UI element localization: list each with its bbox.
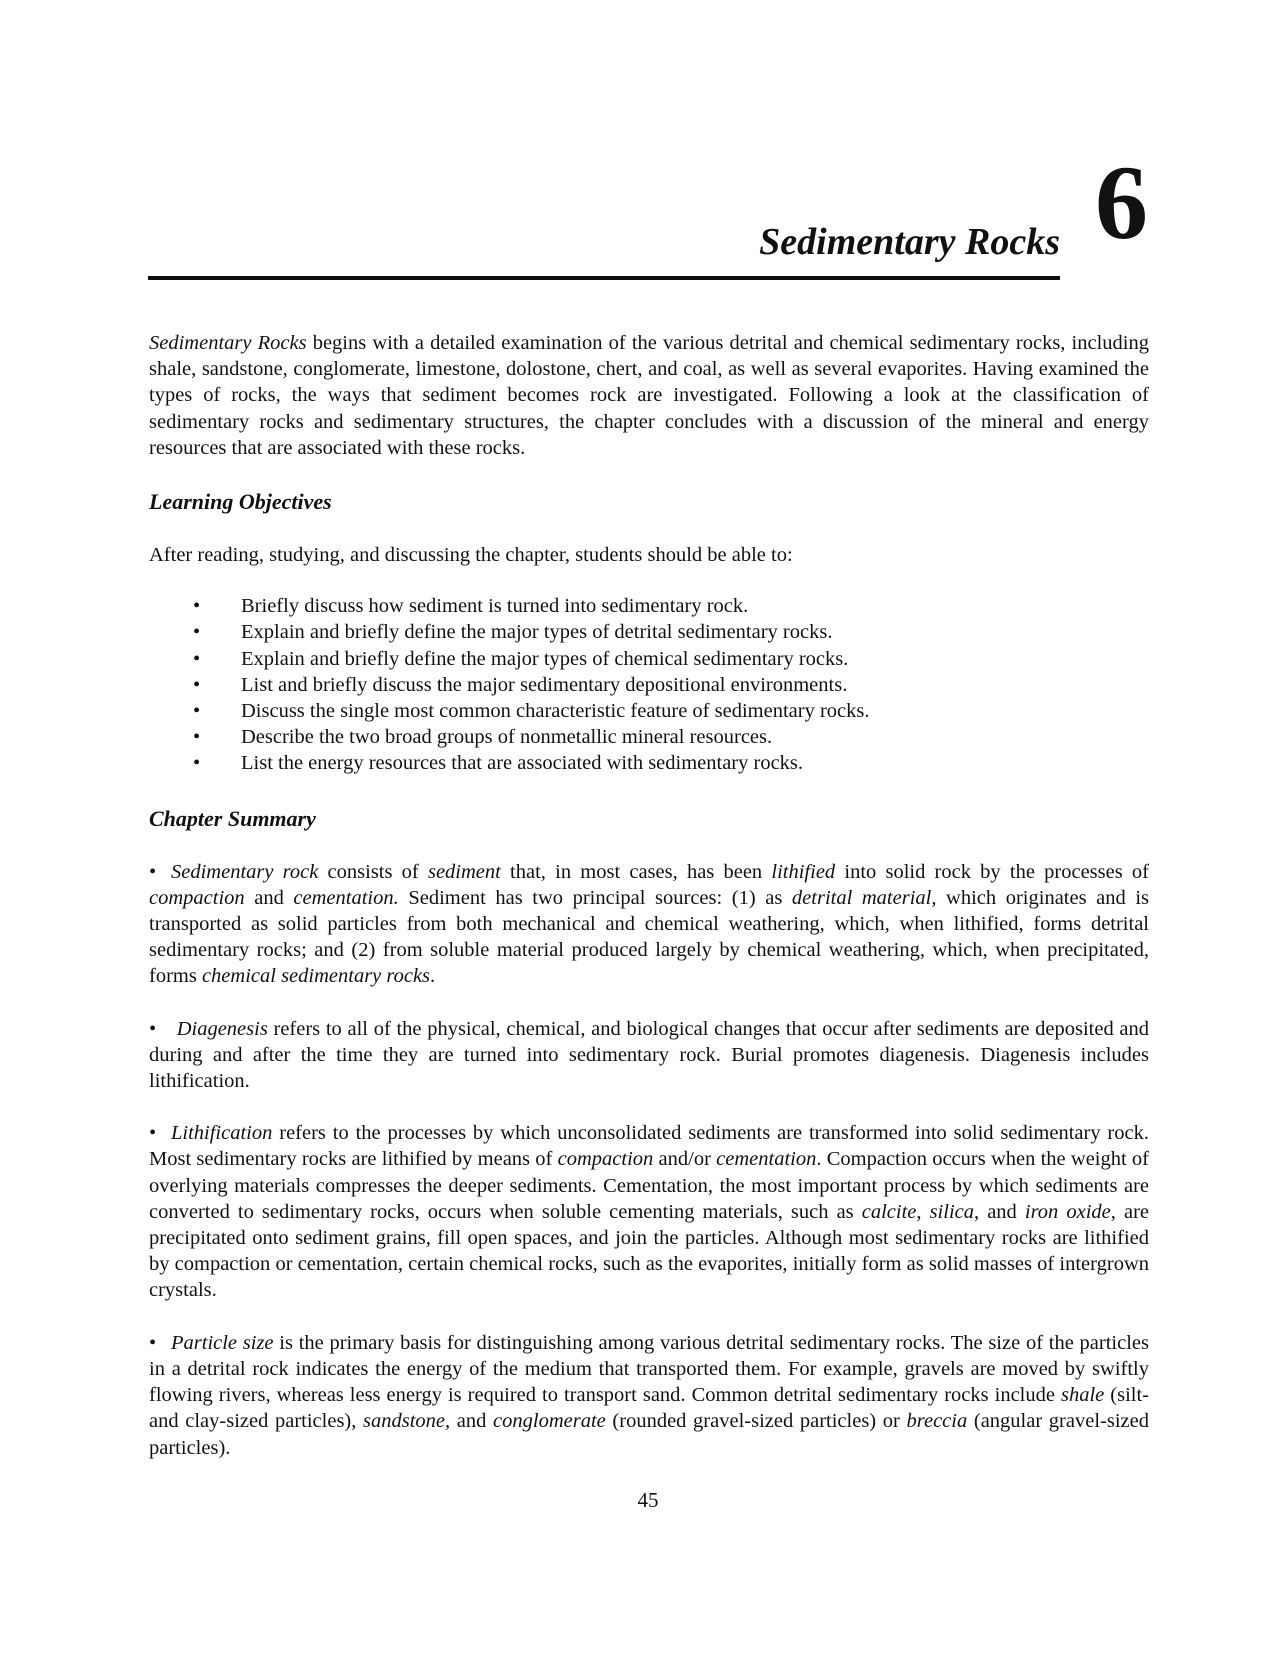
title-rule — [148, 276, 1060, 280]
bullet-marker: • — [149, 1331, 157, 1354]
list-item: • Explain and briefly define the major types of detrital sedimentary rocks. — [193, 619, 1149, 645]
bullet-marker: • — [149, 1017, 157, 1040]
chapter-summary-heading: Chapter Summary — [149, 805, 316, 831]
intro-title-ref: Sedimentary Rocks — [149, 332, 307, 354]
chapter-header — [148, 144, 1148, 280]
summary-paragraph-sedimentary-rock — [149, 859, 1149, 990]
summary-paragraph-lithification — [149, 1120, 1149, 1303]
term: conglomerate — [493, 1410, 606, 1433]
term: shale — [1060, 1384, 1105, 1407]
term: compaction — [557, 1148, 654, 1171]
term: detrital material — [791, 886, 932, 909]
text: , and — [974, 1200, 1025, 1223]
text: Sediment has two principal sources: (1) as — [398, 886, 792, 909]
list-item: • Discuss the single most common characteristic feature of sedimentary rocks. — [193, 698, 1149, 724]
text: and — [244, 886, 294, 909]
term: lithified — [771, 860, 836, 883]
text: . — [430, 965, 436, 988]
summary-paragraph-diagenesis — [149, 1016, 1149, 1095]
text: (rounded gravel-sized particles) or — [605, 1410, 907, 1433]
term: Particle size — [171, 1331, 274, 1354]
text: , — [916, 1200, 930, 1223]
summary-paragraph-particle-size — [149, 1330, 1149, 1461]
list-item: • List the energy resources that are associated with sedimentary rocks. — [193, 750, 1149, 776]
text: refers to the processes by which unconsolidated sediments are transformed into solid sedimentary rock. Most sedimentary rocks are lithified by means of — [149, 1122, 1149, 1171]
objectives-list — [149, 593, 1149, 776]
term: Lithification — [171, 1122, 273, 1145]
term: calcite — [861, 1200, 917, 1223]
list-item: • List and briefly discuss the major sedimentary depositional environments. — [193, 672, 1149, 698]
term: cementation — [716, 1148, 817, 1171]
term: cementation. — [293, 886, 399, 909]
chapter-number: 6 — [1095, 144, 1148, 261]
text: (silt-and clay-sized particles), — [149, 1384, 1150, 1433]
term: iron oxide — [1024, 1200, 1111, 1223]
text: is the primary basis for distinguishing among various detrital sedimentary rocks. The size of the particles in a detrital rock indicates the energy of the medium that transported them. For example, gravels are moved by swiftly flowing rivers, whereas less energy is required to transport sand. Common detrital sedimentary rocks include — [149, 1331, 1149, 1407]
chapter-title: Sedimentary Rocks — [759, 221, 1060, 263]
list-item: • Explain and briefly define the major types of chemical sedimentary rocks. — [193, 646, 1149, 672]
term: breccia — [906, 1410, 968, 1433]
term: silica — [929, 1200, 974, 1223]
text: into solid rock by the processes of — [835, 860, 1149, 883]
text: (angular gravel-sized particles). — [149, 1410, 1149, 1459]
term: chemical sedimentary rocks — [201, 965, 431, 988]
bullet-marker: • — [149, 1122, 157, 1145]
list-item: • Briefly discuss how sediment is turned into sedimentary rock. — [193, 593, 1149, 619]
objectives-lead: After reading, studying, and discussing the chapter, students should be able to: — [149, 544, 793, 567]
page-number: 45 — [637, 1488, 659, 1512]
term: sediment — [427, 860, 501, 883]
text: and/or — [653, 1148, 717, 1171]
text: . Compaction occurs when the weight of overlying materials compresses the deeper sediments. Cementation, the most important process by which sediments are converted to sedimentary rocks, occurs when soluble cementing materials, such as — [149, 1148, 1150, 1223]
term: compaction — [149, 886, 245, 909]
term: Diagenesis — [176, 1017, 268, 1040]
term: Sedimentary rock — [171, 860, 319, 883]
intro-paragraph — [149, 330, 1149, 461]
term: sandstone — [363, 1410, 446, 1433]
bullet-marker: • — [149, 860, 157, 883]
text: refers to all of the physical, chemical, and biological changes that occur after sediments are deposited and during and after the time they are turned into sedimentary rock. Burial promotes diagenesis. Diagenesis includes lithification. — [149, 1017, 1150, 1093]
text: , and — [445, 1410, 494, 1433]
text: , which originates and is transported as solid particles from both mechanical and chemical weathering, which, when lithified, forms detrital sedimentary rocks; and (2) from soluble material produced largely by chemical weathering, which, when precipitated, forms — [149, 886, 1149, 988]
text: , are precipitated onto sediment grains, fill open spaces, and join the particles. Although most sedimentary rocks are lithified by compaction or cementation, certain chemical rocks, such as the evaporites, initially form as solid masses of intergrown crystals. — [149, 1200, 1149, 1302]
text: consists of — [318, 860, 428, 883]
chapter-body — [149, 330, 1149, 1461]
learning-objectives-heading: Learning Objectives — [149, 489, 332, 515]
list-item: • Describe the two broad groups of nonmetallic mineral resources. — [193, 724, 1149, 750]
intro-text: begins with a detailed examination of the various detrital and chemical sedimentary rocks, including shale, sandstone, conglomerate, limestone, dolostone, chert, and coal, as well as several evaporites. Having examined the types of rocks, the ways that sediment becomes rock are investigated. Following a look at the classification of sedimentary rocks and sedimentary structures, the chapter concludes with a discussion of the mineral and energy resources that are associated with these rocks. — [149, 332, 1149, 459]
text: that, in most cases, has been — [500, 860, 772, 883]
